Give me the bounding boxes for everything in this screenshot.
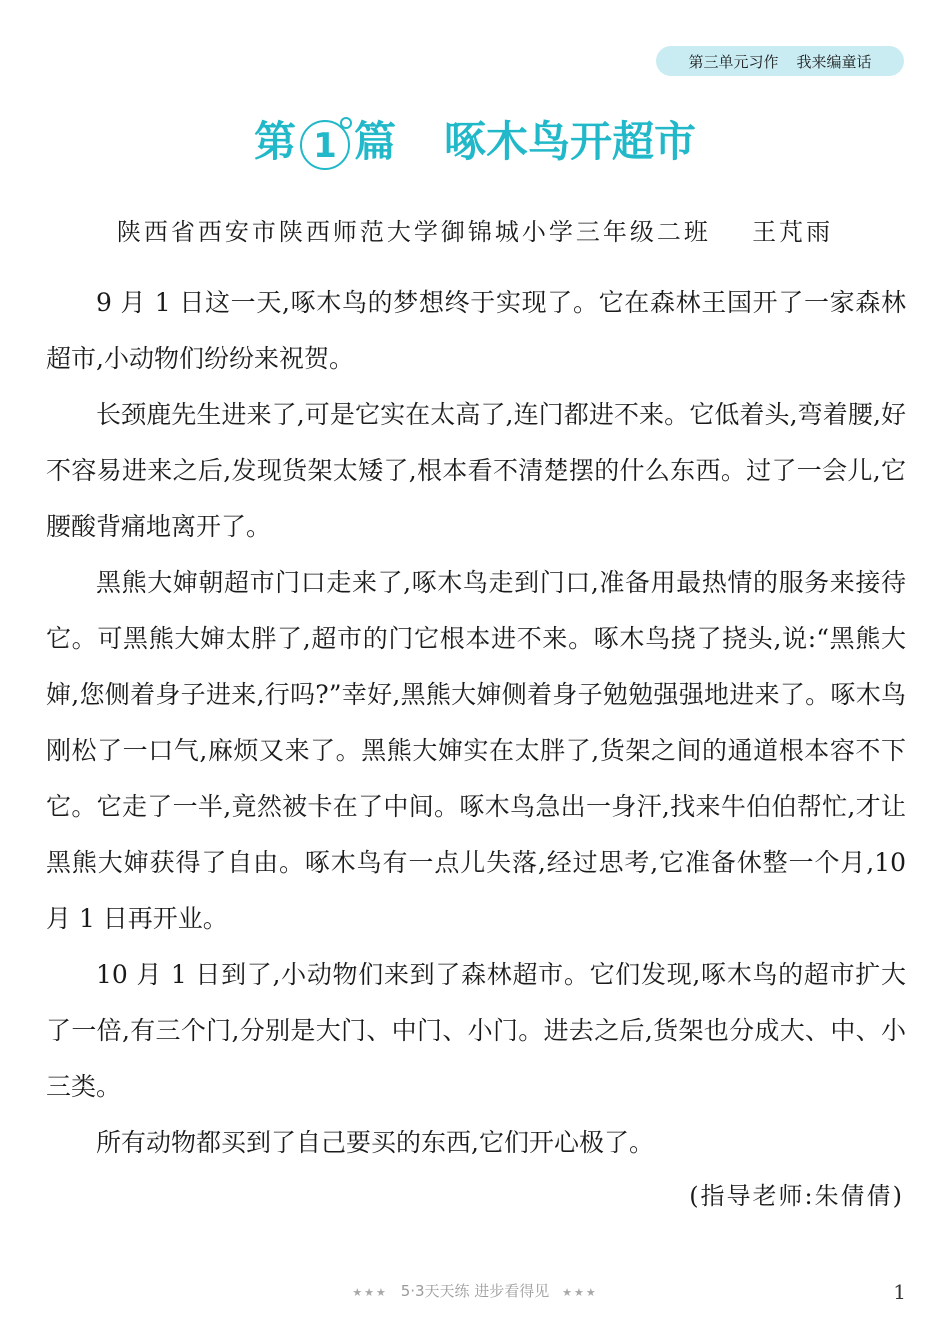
footer-slogan: 5·3天天练 进步看得见 [400,1282,550,1300]
teacher-signature: (指导老师:朱倩倩) [689,1182,904,1210]
unit-header-badge [656,46,904,76]
page-title [0,112,950,172]
paragraph-2: 长颈鹿先生进来了,可是它实在太高了,连门都进不来。它低着头,弯着腰,好不容易进来之后,发现货架太矮了,根本看不清楚摆的什么东西。过了一会儿,它腰酸背痛地离开了。 [46,400,906,541]
topic-label: 我来编童话 [796,52,872,71]
title-suffix: 篇 [353,117,396,166]
title-number-circle: 1 [300,120,350,170]
paragraph-1: 9 月 1 日这一天,啄木鸟的梦想终于实现了。它在森林王国开了一家森林超市,小动物们纷纷来祝贺。 [46,288,906,373]
unit-label: 第三单元习作 [688,52,779,71]
author-name: 王芃雨 [752,218,834,246]
essay-body [46,275,906,1171]
author-line [0,212,950,247]
title-prefix: 第 [253,117,296,166]
footer-stars-left: ★★★ [352,1286,388,1299]
author-school: 陕西省西安市陕西师范大学御锦城小学三年级二班 [116,218,711,246]
footer-stars-right: ★★★ [562,1286,598,1299]
paragraph-5: 所有动物都买到了自己要买的东西,它们开心极了。 [96,1128,654,1157]
paragraph-4: 10 月 1 日到了,小动物们来到了森林超市。它们发现,啄木鸟的超市扩大了一倍,有三个门,分别是大门、中门、小门。进去之后,货架也分成大、中、小三类。 [46,960,906,1101]
page-number: 1 [893,1280,906,1304]
footer [0,1280,950,1301]
paragraph-3: 黑熊大婶朝超市门口走来了,啄木鸟走到门口,准备用最热情的服务来接待它。可黑熊大婶太胖了,超市的门它根本进不来。啄木鸟挠了挠头,说:“黑熊大婶,您侧着身子进来,行吗?”幸好,黑熊大婶侧着身子勉勉强强地进来了。啄木鸟刚松了一口气,麻烦又来了。黑熊大婶实在太胖了,货架之间的通道根本容不下它。它走了一半,竟然被卡在了中间。啄木鸟急出一身汗,找来牛伯伯帮忙,才让黑熊大婶获得了自由。啄木鸟有一点儿失落,经过思考,它准备休整一个月,10 月 1 日再开业。 [46,568,906,933]
title-name: 啄木鸟开超市 [444,117,697,166]
